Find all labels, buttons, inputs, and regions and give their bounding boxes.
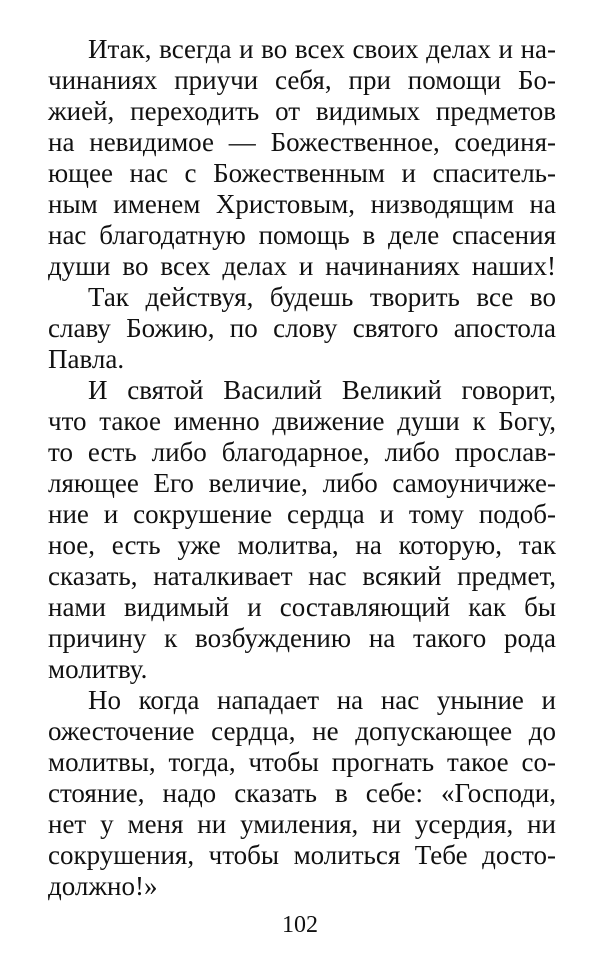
text-line: Павла. [48, 344, 125, 374]
page-number: 102 [282, 912, 318, 938]
text-line: Но когда нападает на нас уныние и [88, 685, 556, 715]
text-line: ожесточение сердца, не допускающее до [48, 716, 556, 746]
paragraph [48, 282, 556, 375]
text-line: молитвы, тогда, чтобы прогнать такое со- [48, 747, 556, 777]
page-text [48, 34, 556, 902]
text-line: нет у меня ни умиления, ни усердия, ни [48, 809, 556, 839]
text-line: жией, переходить от видимых предметов [48, 96, 556, 126]
text-line: сказать, наталкивает нас всякий предмет, [48, 561, 556, 591]
paragraph [48, 685, 556, 902]
text-line: на невидимое — Божественное, соединя- [48, 127, 556, 157]
text-line: Так действуя, будешь творить все во [88, 282, 556, 312]
text-line: ющее нас с Божественным и спаситель- [48, 158, 556, 188]
text-line: молитву. [48, 654, 148, 684]
text-line: нас благодатную помощь в деле спасения [48, 220, 556, 250]
text-line: должно!» [48, 871, 158, 901]
text-line: чинаниях приучи себя, при помощи Бо- [48, 65, 556, 95]
text-line: стояние, надо сказать в себе: «Господи, [48, 778, 556, 808]
text-line: сокрушения, чтобы молиться Тебе досто- [48, 840, 556, 870]
text-line: души во всех делах и начинаниях наших! [48, 251, 556, 281]
text-line: нами видимый и составляющий как бы [48, 592, 556, 622]
text-line: то есть либо благодарное, либо прослав- [48, 437, 556, 467]
text-line: причину к возбуждению на такого рода [48, 623, 556, 653]
text-line: ляющее Его величие, либо самоуничиже- [48, 468, 556, 498]
text-line: ное, есть уже молитва, на которую, так [48, 530, 556, 560]
text-line: что такое именно движение души к Богу, [48, 406, 556, 436]
text-line: славу Божию, по слову святого апостола [48, 313, 556, 343]
text-line: И святой Василий Великий говорит, [88, 375, 556, 405]
paragraph [48, 34, 556, 282]
text-line: Итак, всегда и во всех своих делах и на- [88, 34, 556, 64]
text-line: ным именем Христовым, низводящим на [48, 189, 556, 219]
paragraph [48, 375, 556, 685]
text-line: ние и сокрушение сердца и тому подоб- [48, 499, 556, 529]
